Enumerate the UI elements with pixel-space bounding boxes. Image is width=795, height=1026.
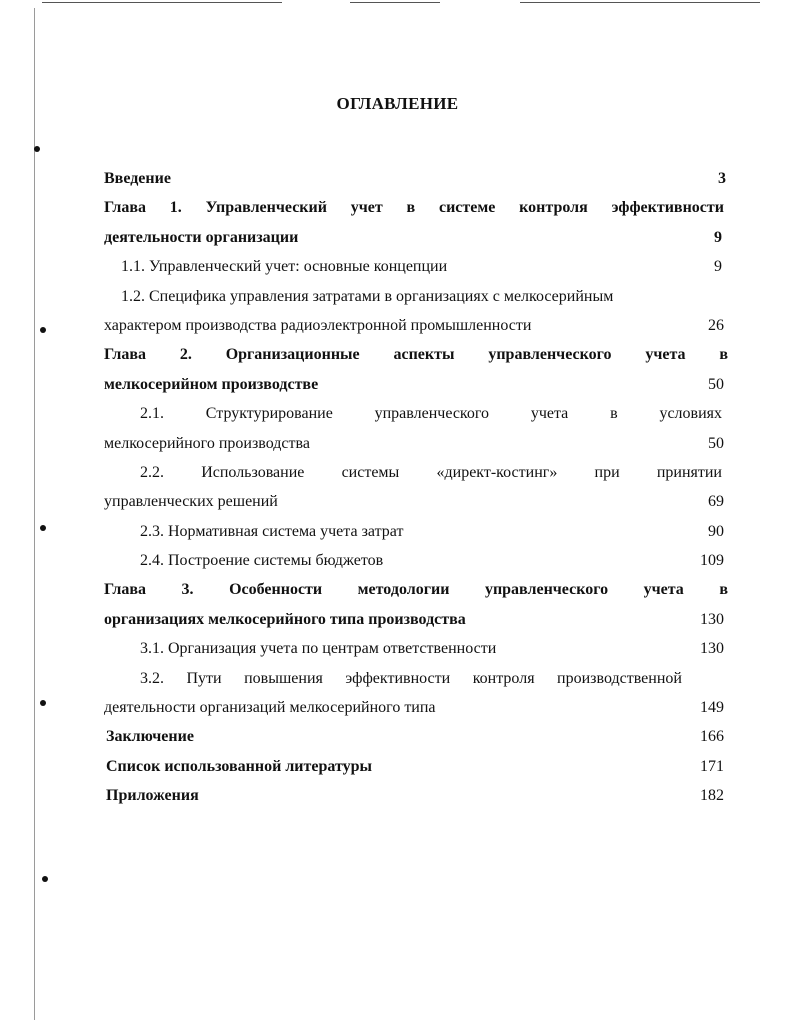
justified-line <box>104 193 724 222</box>
toc-entry-intro <box>104 164 724 193</box>
page-title: ОГЛАВЛЕНИЕ <box>336 94 459 113</box>
word: Использование <box>201 463 305 481</box>
toc-entry-text: 3.1. Организация учета по центрам ответственности <box>140 640 497 658</box>
word: производственной <box>557 669 682 687</box>
word: управленческого <box>374 405 490 423</box>
toc-entry-text: деятельности организации <box>104 228 299 246</box>
word: 2.2. <box>140 463 164 481</box>
toc-entry-page: 50 <box>708 375 724 393</box>
justified-line <box>140 664 682 693</box>
word: «директ-костинг» <box>436 463 558 481</box>
word: эффективности <box>611 199 724 217</box>
toc-entry-appendix <box>104 781 724 810</box>
word: системе <box>438 199 496 217</box>
toc-entry-page: 149 <box>700 699 724 717</box>
justified-line <box>140 399 722 428</box>
toc-entry-text: 1.1. Управленческий учет: основные концепции <box>121 258 448 276</box>
toc-entry-conclusion <box>104 722 724 751</box>
word: Структурирование <box>205 405 333 423</box>
toc-entry-ch3-line1 <box>104 575 728 604</box>
justified-line <box>104 575 728 604</box>
word: Управленческий <box>205 199 327 217</box>
word: 2.1. <box>140 405 164 423</box>
toc-entry-refs <box>104 752 724 781</box>
word: Особенности <box>229 581 323 599</box>
scan-top-line <box>520 2 760 3</box>
word: эффективности <box>345 669 451 687</box>
scan-top-line <box>42 2 282 3</box>
toc-entry-s32-line2 <box>104 693 724 722</box>
word: учет <box>350 199 383 217</box>
toc-entry-text: 2.3. Нормативная система учета затрат <box>140 522 404 540</box>
toc-entry-page: 109 <box>700 552 724 570</box>
toc-entry-s22-line2 <box>104 487 724 516</box>
toc-entry-ch3-line2 <box>104 605 724 634</box>
word: Пути <box>186 669 222 687</box>
toc-entry-text: Список использованной литературы <box>106 757 372 775</box>
word: системы <box>341 463 400 481</box>
scan-speck <box>40 525 46 531</box>
toc-entry-s12-line2 <box>104 311 724 340</box>
word: условиях <box>659 405 722 423</box>
toc-entry-text: деятельности организаций мелкосерийного типа <box>104 699 436 717</box>
toc-entry-s11 <box>104 252 724 281</box>
toc-entry-page: 50 <box>708 434 724 452</box>
word: Глава <box>104 199 146 217</box>
toc-entry-s21-line2 <box>104 429 724 458</box>
toc-entry-page: 130 <box>700 640 724 658</box>
toc-entry-page: 182 <box>700 787 724 805</box>
toc-entry-page: 171 <box>700 757 724 775</box>
toc-entry-text: мелкосерийном производстве <box>104 375 319 393</box>
toc-entry-ch2-line2 <box>104 370 724 399</box>
word: контроля <box>519 199 588 217</box>
toc-entry-page: 3 <box>718 170 726 187</box>
word: в <box>406 199 416 217</box>
word: контроля <box>472 669 535 687</box>
toc-entry-text: организациях мелкосерийного типа производства <box>104 610 466 628</box>
word: 3. <box>181 581 194 599</box>
word: 3.2. <box>140 669 164 687</box>
toc-entry-page: 26 <box>708 316 724 334</box>
toc-entry-page: 9 <box>714 258 722 276</box>
word: аспекты <box>393 346 455 364</box>
justified-line <box>140 458 722 487</box>
toc-entry-s12-line1 <box>104 282 724 311</box>
word: учета <box>645 346 686 364</box>
toc-entry-text: 1.2. Специфика управления затратами в организациях с мелкосерийным <box>121 287 614 305</box>
word: управленческого <box>488 346 612 364</box>
toc-entry-page: 90 <box>708 522 724 540</box>
word: при <box>594 463 620 481</box>
toc-entry-text: Приложения <box>106 787 199 805</box>
toc-entry-page: 69 <box>708 493 724 511</box>
toc-entry-s31 <box>104 634 724 663</box>
toc-entry-s24 <box>104 546 724 575</box>
word: принятии <box>656 463 722 481</box>
scan-speck <box>40 700 46 706</box>
word: повышения <box>244 669 323 687</box>
toc-entry-ch1-line2 <box>104 223 724 252</box>
toc-entry-text: Заключение <box>106 728 194 746</box>
toc-entry-s22-line1 <box>104 458 724 487</box>
toc-entry-s21-line1 <box>104 399 724 428</box>
toc-entry-ch1-line1 <box>104 193 724 222</box>
scan-speck <box>42 876 48 882</box>
word: 1. <box>169 199 182 217</box>
word: 2. <box>179 346 192 364</box>
toc-entry-s23 <box>104 517 724 546</box>
scan-top-line <box>350 2 440 3</box>
scan-speck <box>34 146 40 152</box>
toc-entry-page: 166 <box>700 728 724 746</box>
justified-line <box>104 340 728 369</box>
word: учета <box>643 581 684 599</box>
toc-entry-text: характером производства радиоэлектронной промышленности <box>104 316 532 334</box>
scan-speck <box>40 327 46 333</box>
table-of-contents <box>104 164 728 811</box>
word: Глава <box>104 346 146 364</box>
word: Глава <box>104 581 146 599</box>
toc-entry-text: управленческих решений <box>104 493 278 511</box>
toc-entry-text: 2.4. Построение системы бюджетов <box>140 552 384 570</box>
toc-entry-text: Введение <box>104 170 171 187</box>
toc-entry-s32-line1 <box>104 664 724 693</box>
toc-entry-page: 9 <box>714 228 722 246</box>
word: в <box>719 346 728 364</box>
word: Организационные <box>225 346 360 364</box>
word: методологии <box>357 581 450 599</box>
word: учета <box>530 405 569 423</box>
scan-left-border <box>34 8 35 1020</box>
toc-entry-ch2-line1 <box>104 340 728 369</box>
toc-entry-text: мелкосерийного производства <box>104 434 310 452</box>
word: в <box>610 405 618 423</box>
word: управленческого <box>484 581 609 599</box>
word: в <box>719 581 728 599</box>
toc-entry-page: 130 <box>700 610 724 628</box>
